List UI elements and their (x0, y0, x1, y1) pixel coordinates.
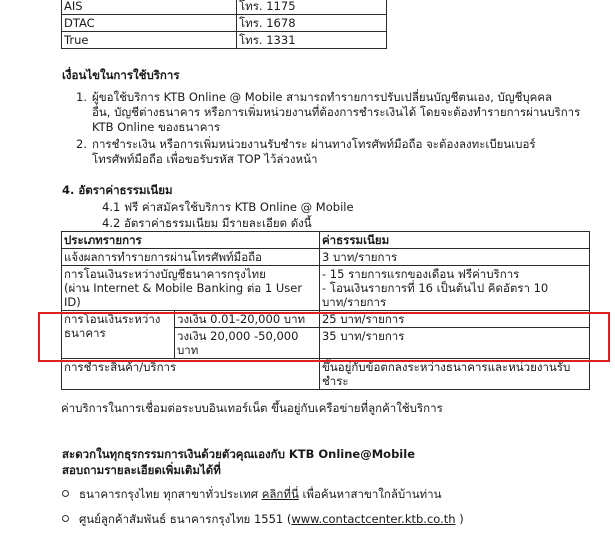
bullet-icon (62, 490, 69, 497)
condition-line: KTB Online ของธนาคาร (92, 120, 221, 134)
row-range: วงเงิน 0.01-20,000 บาท (175, 311, 320, 328)
contactcenter-link[interactable]: www.contactcenter.ktb.co.th (291, 512, 456, 526)
row-type: แจ้งผลการทำรายการผ่านโทรศัพท์มือถือ (62, 249, 320, 266)
footer-bullet-callcenter (62, 511, 464, 529)
fees-heading: 4. อัตราค่าธรรมเนียม (62, 183, 173, 197)
row-type-line: การโอนเงินระหว่าง (64, 312, 161, 326)
row-range-line: วงเงิน 20,000 -50,000 (177, 329, 299, 343)
table-row (62, 32, 387, 49)
row-range (175, 328, 320, 359)
row-type: การชำระสินค้า/บริการ (62, 359, 320, 390)
operator-table (61, 0, 387, 49)
row-fee-line: ขึ้นอยู่กับข้อตกลงระหว่างธนาคารและหน่วยงานรับ (321, 360, 571, 374)
branch-search-link[interactable]: คลิกที่นี่ (261, 487, 299, 501)
row-type-line: ธนาคาร (64, 326, 106, 340)
operator-phone: โทร. 1331 (237, 32, 387, 49)
header-type: ประเภทรายการ (62, 232, 320, 249)
row-range-line: บาท (177, 343, 199, 357)
row-fee-line: ชำระ (321, 374, 349, 388)
operator-name: AIS (62, 0, 237, 15)
condition-item (92, 90, 607, 135)
footer-tagline: สะดวกในทุกธุรกรรมการเงินด้วยตัวคุณเองกับ KTB Online@Mobile (62, 447, 415, 461)
condition-line: อื่น, บัญชีต่างธนาคาร หรือการเพิ่มหน่วยงานที่ต้องการชำระเงินได้ โดยจะต้องทำรายการผ่านบริการ (92, 105, 581, 119)
row-fee: 3 บาท/รายการ (319, 249, 589, 266)
operator-name: True (62, 32, 237, 49)
table-row (62, 249, 590, 266)
table-row (62, 311, 590, 328)
row-fee-line: - โอนเงินรายการที่ 16 เป็นต้นไป คิดอัตรา 10 (321, 281, 549, 295)
condition-line: โทรศัพท์มือถือ เพื่อขอรับรหัส TOP ไว้ล่วงหน้า (92, 152, 318, 166)
fees-note: ค่าบริการในการเชื่อมต่อระบบอินเทอร์เน็ต ขึ้นอยู่กับเครือข่ายที่ลูกค้าใช้บริการ (61, 401, 443, 415)
fees-sub-2: 4.2 อัตราค่าธรรมเนียม มีรายละเอียด ดังนี้ (102, 216, 312, 230)
conditions-heading: เงื่อนไขในการใช้บริการ (62, 68, 180, 82)
operator-phone: โทร. 1678 (237, 15, 387, 32)
row-type-line: การโอนเงินระหว่างบัญชีธนาคารกรุงไทย (64, 267, 266, 281)
table-row (62, 15, 387, 32)
condition-line: การชำระเงิน หรือการเพิ่มหน่วยงานรับชำระ ผ่านทางโทรศัพท์มือถือ จะต้องลงทะเบียนเบอร์ (92, 137, 536, 151)
operator-phone: โทร. 1175 (237, 0, 387, 15)
row-type (62, 266, 320, 311)
condition-line: ผู้ขอใช้บริการ KTB Online @ Mobile สามารถทำรายการปรับเปลี่ยนบัญชีตนเอง, บัญชีบุคคล (92, 90, 553, 104)
bullet-icon (62, 515, 69, 522)
footer-contact-heading: สอบถามรายละเอียดเพิ่มเติมได้ที่ (62, 463, 221, 477)
row-type-line: ID) (64, 295, 81, 309)
row-fee-line: บาท/รายการ (321, 295, 387, 309)
fees-sub-1: 4.1 ฟรี ค่าสมัครใช้บริการ KTB Online @ Mobile (102, 200, 354, 214)
row-type (62, 311, 175, 359)
condition-number: 2. (76, 137, 87, 151)
row-fee (319, 359, 589, 390)
table-row (62, 266, 590, 311)
row-fee: 35 บาท/รายการ (319, 328, 589, 359)
row-fee: 25 บาท/รายการ (319, 311, 589, 328)
header-fee: ค่าธรรมเนียม (319, 232, 589, 249)
condition-number: 1. (76, 90, 87, 104)
branches-text: ธนาคารกรุงไทย ทุกสาขาทั่วประเทศ (79, 487, 262, 501)
row-fee-line: - 15 รายการแรกของเดือน ฟรีค่าบริการ (321, 267, 520, 281)
footer-bullet-branches (62, 486, 441, 504)
callcenter-text: ศูนย์ลูกค้าสัมพันธ์ ธนาคารกรุงไทย 1551 ( (79, 512, 292, 526)
table-row (62, 0, 387, 15)
row-type-line: (ผ่าน Internet & Mobile Banking ต่อ 1 User (64, 281, 303, 295)
table-header-row (62, 232, 590, 249)
operator-name: DTAC (62, 15, 237, 32)
branches-text-post: เพื่อค้นหาสาขาใกล้บ้านท่าน (298, 487, 442, 501)
table-row (62, 359, 590, 390)
condition-item (92, 137, 607, 167)
callcenter-text-post: ) (455, 512, 464, 526)
fee-table (61, 231, 590, 390)
row-fee (319, 266, 589, 311)
